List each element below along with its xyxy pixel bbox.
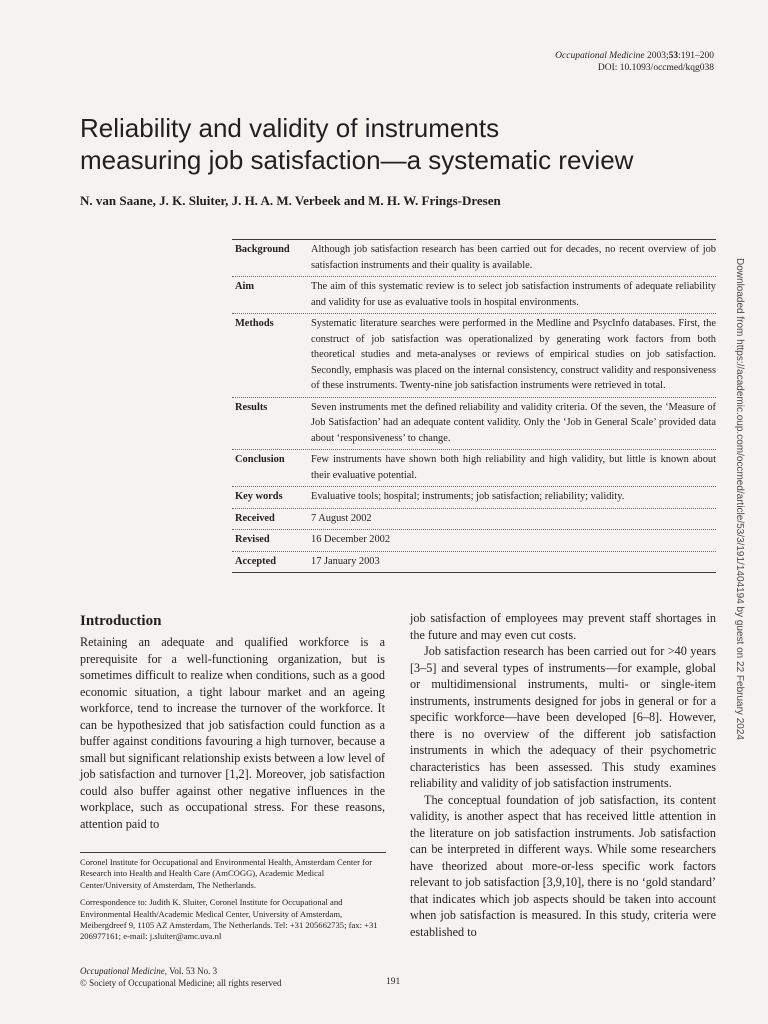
abstract-row: [232, 530, 716, 552]
journal-year: 2003;: [646, 51, 669, 61]
title-line-1: Reliability and validity of instruments: [80, 113, 500, 143]
abstract-text: 17 January 2003: [311, 555, 380, 567]
citation-line: [414, 50, 714, 62]
journal-pages: :191–200: [678, 51, 714, 61]
section-heading-introduction: Introduction: [80, 613, 162, 629]
intro-paragraph-2: Job satisfaction research has been carried out for >40 years [3–5] and several types of instruments—for example, global or multidimensional instruments, multi- or single-item instruments, instruments designed for jobs in general or for a specific workforce—have been developed [6–8]. However, there is no overview of the different job satisfaction instruments in which the adequacy of their psychometric characteristics has been assessed. This study examines reliability and validity of job satisfaction instruments.: [410, 644, 716, 790]
abstract-row: [232, 509, 716, 531]
abstract-label: Received: [235, 512, 275, 524]
abstract-label: Aim: [235, 281, 255, 292]
abstract-row: [232, 552, 716, 574]
journal-volume: 53: [668, 51, 679, 61]
journal-name: Occupational Medicine: [555, 51, 645, 61]
abstract-label: Key words: [235, 491, 283, 502]
abstract-row: [232, 398, 716, 451]
abstract-row: [232, 450, 716, 487]
doi: DOI: 10.1093/occmed/kqg038: [597, 63, 714, 73]
abstract-text: Evaluative tools; hospital; instruments; job satisfaction; reliability; validity.: [311, 491, 625, 502]
download-watermark: Downloaded from https://academic.oup.com/occmed/article/53/3/191/1404194 by guest on 22 February 2024: [734, 258, 745, 740]
abstract-text: 16 December 2002: [311, 534, 391, 545]
affiliation-footnote: [80, 852, 386, 949]
footer-journal: Occupational Medicine: [80, 966, 165, 976]
abstract-row: [232, 240, 716, 277]
intro-paragraph-3: The conceptual foundation of job satisfaction, its content validity, is another aspect that has received little attention in the literature on job satisfaction instruments. Job satisfaction can be interpreted in different ways. While some researchers have theorized about more-or-less specific work factors relevant to job satisfaction [3,9,10], there is no ‘gold standard’ that indicates which job aspects should be taken into account when job satisfaction is measured. In this study, criteria were established to: [410, 792, 716, 939]
article-title: [80, 112, 740, 176]
page-footer: [80, 965, 380, 989]
abstract-row: [232, 314, 716, 398]
abstract-text: Although job satisfaction research has been carried out for decades, no recent overview of job satisfaction instruments and their quality is available.: [311, 244, 716, 271]
journal-reference: [414, 50, 714, 74]
intro-paragraph-continued: job satisfaction of employees may prevent staff shortages in the future and may even cut costs.: [410, 611, 716, 642]
abstract-label: Background: [235, 244, 290, 255]
footer-citation: [80, 965, 380, 977]
abstract-label: Accepted: [235, 555, 276, 567]
abstract-label: Conclusion: [235, 454, 285, 465]
footer-copyright: © Society of Occupational Medicine; all rights reserved: [80, 978, 282, 988]
abstract-label: Methods: [235, 318, 274, 329]
abstract-text: Systematic literature searches were performed in the Medline and PsycInfo databases. First, the construct of job satisfaction was operationalized by generating work factors from both theoretical studies and meta-analyses or reviews of empirical studies on job satisfaction. Secondly, emphasis was placed on the internal consistency, construct validity and responsiveness of these instruments. Twenty-nine job satisfaction instruments were retrieved in total.: [311, 318, 716, 391]
abstract-text: The aim of this systematic review is to select job satisfaction instruments of adequate reliability and validity for use as evaluative tools in hospital environments.: [311, 281, 716, 308]
intro-left-column: [80, 612, 385, 832]
abstract-row: [232, 277, 716, 314]
abstract-label: Results: [235, 401, 268, 413]
page-number: 191: [386, 977, 401, 987]
correspondence-text: Correspondence to: Judith K. Sluiter, Coronel Institute for Occupational and Environmental Health/Academic Medical Center, University of Amsterdam, Meibergdreef 9, 1105 AZ Amsterdam, The Netherlands. Tel: +31 205662735; fax: +31 206977161; e-mail: j.sluiter@amc.uva.nl: [80, 897, 378, 942]
abstract-text: Seven instruments met the defined reliability and validity criteria. Of the seven, the ‘Measure of Job Satisfaction’ had an adequate content validity. Only the ‘Job in General Scale’ provided data about ‘responsiveness’ to change.: [311, 401, 716, 444]
intro-paragraph-1: Retaining an adequate and qualified workforce is a prerequisite for a well-functioning organization, but is sometimes difficult to realize when conditions, such as a good economic situation, a tight labour market and an ageing workforce, tend to increase the turnover of the workforce. It can be hypothesized that job satisfaction could function as a buffer against conditions favouring a high turnover, because a small but significant relationship exists between a low level of job satisfaction and turnover [1,2]. Moreover, job satisfaction could also buffer against other negative influences in the workplace, such as occupational stress. For these reasons, attention paid to: [80, 635, 385, 831]
abstract-text: Few instruments have shown both high reliability and high validity, but little is known about their evaluative potential.: [311, 454, 716, 481]
footer-volume: , Vol. 53 No. 3: [164, 966, 218, 976]
title-line-2: measuring job satisfaction—a systematic review: [80, 145, 634, 175]
author-list: N. van Saane, J. K. Sluiter, J. H. A. M. Verbeek and M. H. W. Frings-Dresen: [80, 193, 501, 208]
abstract-row: [232, 487, 716, 509]
abstract-label: Revised: [235, 534, 270, 545]
abstract-table: [232, 239, 716, 573]
intro-right-column: [410, 610, 716, 940]
affiliation-text: Coronel Institute for Occupational and Environmental Health, Amsterdam Center for Research into Health and Health Care (AmCOGG), Academic Medical Center/University of Amsterdam, The Netherlands.: [80, 857, 373, 890]
abstract-text: 7 August 2002: [311, 512, 372, 524]
